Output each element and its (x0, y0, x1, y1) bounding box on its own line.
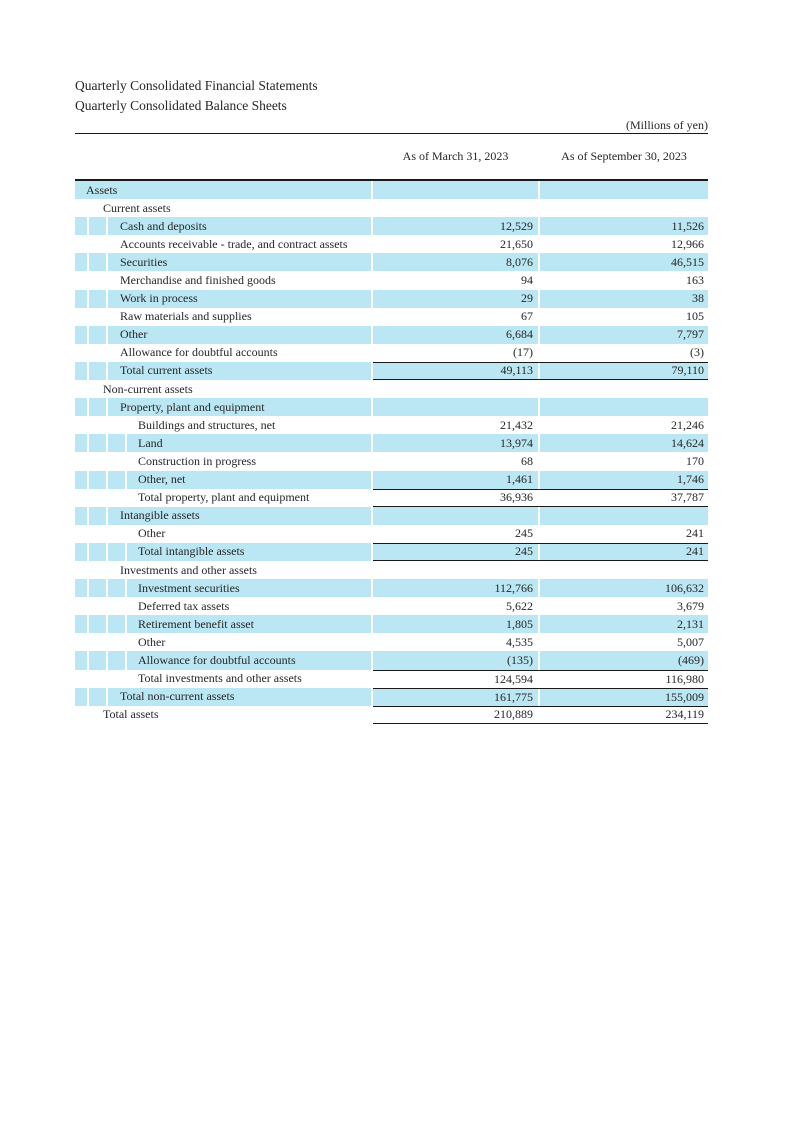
indent-cell (89, 615, 106, 633)
row-values (373, 308, 708, 326)
row-label: Allowance for doubtful accounts (127, 651, 371, 669)
column-header-september-2023: As of September 30, 2023 (561, 149, 687, 163)
row-values (373, 706, 708, 724)
value-september-2023: 234,119 (665, 707, 704, 722)
value-march-2023 (373, 380, 538, 398)
row-values (373, 380, 708, 398)
table-row (75, 543, 708, 561)
row-label: Merchandise and finished goods (120, 273, 276, 288)
indent-cell (89, 471, 106, 489)
indent-cell (75, 271, 87, 289)
value-september-2023 (540, 181, 708, 199)
units-note: (Millions of yen) (75, 118, 708, 134)
indent-cell (75, 253, 87, 271)
table-row (75, 507, 708, 525)
indent-cell (75, 688, 87, 706)
value-march-2023: 67 (521, 309, 533, 324)
indent-cell (108, 525, 125, 543)
value-march-2023: 245 (515, 526, 533, 541)
indent-cell (75, 362, 87, 380)
row-values (373, 235, 708, 253)
indent-cell (89, 543, 106, 561)
indent-cell (108, 633, 125, 651)
row-label: Total non-current assets (108, 688, 371, 706)
value-march-2023: 29 (373, 290, 538, 308)
row-values (373, 326, 708, 344)
row-values (373, 217, 708, 235)
indent-cell (75, 489, 87, 507)
value-march-2023: 13,974 (373, 434, 538, 452)
value-march-2023: 1,805 (373, 615, 538, 633)
indent-cell (89, 579, 106, 597)
value-september-2023: 105 (686, 309, 704, 324)
value-march-2023: 21,650 (500, 236, 533, 251)
row-label: Other (138, 526, 166, 541)
balance-sheet-table (75, 179, 708, 724)
row-label: Non-current assets (103, 381, 193, 396)
row-values (373, 271, 708, 289)
indent-cell (108, 651, 125, 669)
indent-cell (108, 670, 125, 688)
indent-cell (89, 452, 106, 470)
table-row (75, 326, 708, 344)
row-values (373, 199, 708, 217)
value-march-2023: 36,936 (500, 490, 533, 505)
column-headers-row (75, 134, 708, 179)
value-september-2023: 38 (540, 290, 708, 308)
indent-cell (89, 217, 106, 235)
indent-cell (75, 561, 87, 579)
indent-cell (89, 688, 106, 706)
row-label: Securities (108, 253, 371, 271)
indent-cell (75, 579, 87, 597)
indent-cell (108, 489, 125, 507)
indent-cell (89, 326, 106, 344)
row-values (373, 579, 708, 597)
value-march-2023: 5,622 (506, 598, 533, 613)
indent-cell (89, 344, 106, 362)
indent-cell (75, 398, 87, 416)
value-september-2023: 46,515 (540, 253, 708, 271)
value-march-2023: (135) (373, 651, 538, 669)
value-september-2023: 7,797 (540, 326, 708, 344)
indent-cell (89, 597, 106, 615)
indent-cell (89, 633, 106, 651)
row-label: Current assets (103, 200, 171, 215)
row-values (373, 688, 708, 706)
value-march-2023: 112,766 (373, 579, 538, 597)
indent-cell (89, 525, 106, 543)
indent-cell (108, 615, 125, 633)
indent-cell (75, 597, 87, 615)
indent-cell (89, 434, 106, 452)
value-september-2023: (469) (540, 651, 708, 669)
row-values (373, 416, 708, 434)
indent-cell (75, 471, 87, 489)
row-label: Raw materials and supplies (120, 309, 252, 324)
table-row (75, 688, 708, 706)
value-september-2023 (540, 199, 708, 217)
value-september-2023 (540, 380, 708, 398)
indent-cell (89, 308, 106, 326)
indent-cell (75, 633, 87, 651)
indent-cell (75, 670, 87, 688)
value-september-2023: 116,980 (665, 671, 704, 686)
value-march-2023: 94 (521, 273, 533, 288)
indent-cell (89, 235, 106, 253)
value-september-2023 (540, 398, 708, 416)
row-values (373, 471, 708, 489)
row-label: Assets (75, 181, 371, 199)
value-march-2023: 210,889 (494, 707, 533, 722)
row-label: Work in process (108, 290, 371, 308)
indent-cell (108, 579, 125, 597)
value-march-2023: 21,432 (500, 417, 533, 432)
row-values (373, 561, 708, 579)
table-row (75, 471, 708, 489)
value-march-2023 (373, 199, 538, 217)
row-label: Total assets (103, 707, 159, 722)
table-row (75, 235, 708, 253)
row-label: Cash and deposits (108, 217, 371, 235)
document-subtitle: Quarterly Consolidated Balance Sheets (75, 98, 287, 113)
table-row (75, 615, 708, 633)
value-september-2023: 21,246 (671, 417, 704, 432)
value-march-2023: 161,775 (373, 689, 538, 706)
table-row (75, 380, 708, 398)
row-values (373, 452, 708, 470)
row-values (373, 633, 708, 651)
table-row (75, 706, 708, 724)
row-label: Deferred tax assets (138, 598, 230, 613)
indent-cell (75, 706, 87, 724)
value-september-2023: 241 (540, 544, 708, 560)
table-row (75, 670, 708, 688)
value-september-2023: 37,787 (671, 490, 704, 505)
table-row (75, 579, 708, 597)
row-label: Investment securities (127, 579, 371, 597)
table-row (75, 398, 708, 416)
value-september-2023: 170 (686, 453, 704, 468)
indent-cell (75, 380, 87, 398)
indent-cell (108, 597, 125, 615)
table-row (75, 597, 708, 615)
value-september-2023: 3,679 (677, 598, 704, 613)
indent-cell (75, 326, 87, 344)
page-content (75, 76, 708, 724)
row-label: Total property, plant and equipment (138, 490, 310, 505)
value-september-2023: 163 (686, 273, 704, 288)
table-row (75, 199, 708, 217)
table-row (75, 271, 708, 289)
value-september-2023 (540, 561, 708, 579)
row-values (373, 651, 708, 669)
indent-cell (75, 290, 87, 308)
value-september-2023: 79,110 (540, 363, 708, 379)
value-march-2023: 8,076 (373, 253, 538, 271)
indent-cell (89, 489, 106, 507)
value-march-2023: 4,535 (506, 634, 533, 649)
row-label: Land (127, 434, 371, 452)
indent-cell (75, 615, 87, 633)
table-row (75, 253, 708, 271)
indent-cell (89, 651, 106, 669)
value-september-2023 (540, 507, 708, 525)
table-row (75, 561, 708, 579)
row-values (373, 344, 708, 362)
indent-cell (89, 398, 106, 416)
indent-cell (89, 271, 106, 289)
row-values (373, 525, 708, 543)
row-label: Total investments and other assets (138, 671, 302, 686)
indent-cell (108, 416, 125, 434)
value-september-2023: 14,624 (540, 434, 708, 452)
indent-cell (75, 199, 87, 217)
value-september-2023: 155,009 (540, 689, 708, 706)
row-label: Retirement benefit asset (127, 615, 371, 633)
value-september-2023: 5,007 (677, 634, 704, 649)
value-september-2023: 12,966 (671, 236, 704, 251)
row-values (373, 597, 708, 615)
indent-cell (89, 670, 106, 688)
row-values (373, 615, 708, 633)
indent-cell (89, 416, 106, 434)
row-label: Total intangible assets (127, 543, 371, 561)
column-header-march-2023: As of March 31, 2023 (402, 149, 509, 163)
indent-cell (75, 308, 87, 326)
row-values (373, 290, 708, 308)
value-march-2023: 124,594 (494, 671, 533, 686)
value-september-2023: (3) (690, 345, 704, 360)
value-september-2023: 1,746 (540, 471, 708, 489)
indent-cell (75, 507, 87, 525)
table-row (75, 416, 708, 434)
indent-cell (108, 452, 125, 470)
row-values (373, 253, 708, 271)
row-label: Other, net (127, 471, 371, 489)
table-row (75, 489, 708, 507)
indent-cell (89, 290, 106, 308)
value-march-2023 (373, 507, 538, 525)
table-row (75, 308, 708, 326)
row-label: Buildings and structures, net (138, 417, 276, 432)
value-march-2023 (373, 398, 538, 416)
indent-cell (75, 525, 87, 543)
row-values (373, 670, 708, 688)
row-label: Total current assets (108, 362, 371, 380)
value-september-2023: 106,632 (540, 579, 708, 597)
indent-cell (75, 651, 87, 669)
value-march-2023: 1,461 (373, 471, 538, 489)
row-label: Intangible assets (108, 507, 371, 525)
row-values (373, 489, 708, 507)
indent-cell (75, 344, 87, 362)
table-row (75, 525, 708, 543)
indent-cell (89, 561, 106, 579)
table-row (75, 651, 708, 669)
row-label: Accounts receivable - trade, and contract assets (120, 236, 348, 251)
indent-cell (89, 507, 106, 525)
indent-cell (108, 434, 125, 452)
row-values (373, 362, 708, 380)
row-label: Allowance for doubtful accounts (120, 345, 278, 360)
value-march-2023: 245 (373, 544, 538, 560)
table-row (75, 633, 708, 651)
value-march-2023 (373, 561, 538, 579)
indent-cell (75, 217, 87, 235)
row-label: Investments and other assets (120, 562, 257, 577)
indent-cell (75, 543, 87, 561)
value-march-2023: 12,529 (373, 217, 538, 235)
row-label: Other (108, 326, 371, 344)
table-row (75, 217, 708, 235)
table-row (75, 290, 708, 308)
document-title: Quarterly Consolidated Financial Statements (75, 78, 318, 93)
value-march-2023 (373, 181, 538, 199)
table-row (75, 362, 708, 380)
table-row (75, 434, 708, 452)
indent-cell (75, 235, 87, 253)
indent-cell (89, 362, 106, 380)
indent-cell (108, 471, 125, 489)
table-row (75, 344, 708, 362)
row-values (373, 181, 708, 199)
value-march-2023: 49,113 (373, 363, 538, 379)
indent-cell (89, 253, 106, 271)
row-values (373, 434, 708, 452)
row-label: Construction in progress (138, 453, 256, 468)
row-label: Property, plant and equipment (108, 398, 371, 416)
row-values (373, 507, 708, 525)
indent-cell (75, 434, 87, 452)
value-september-2023: 11,526 (540, 217, 708, 235)
row-values (373, 543, 708, 561)
row-values (373, 398, 708, 416)
row-label: Other (138, 634, 166, 649)
value-september-2023: 241 (686, 526, 704, 541)
table-row (75, 181, 708, 199)
indent-cell (108, 543, 125, 561)
indent-cell (75, 452, 87, 470)
value-march-2023: (17) (513, 345, 533, 360)
indent-cell (75, 416, 87, 434)
value-march-2023: 6,684 (373, 326, 538, 344)
value-march-2023: 68 (521, 453, 533, 468)
table-row (75, 452, 708, 470)
value-september-2023: 2,131 (540, 615, 708, 633)
